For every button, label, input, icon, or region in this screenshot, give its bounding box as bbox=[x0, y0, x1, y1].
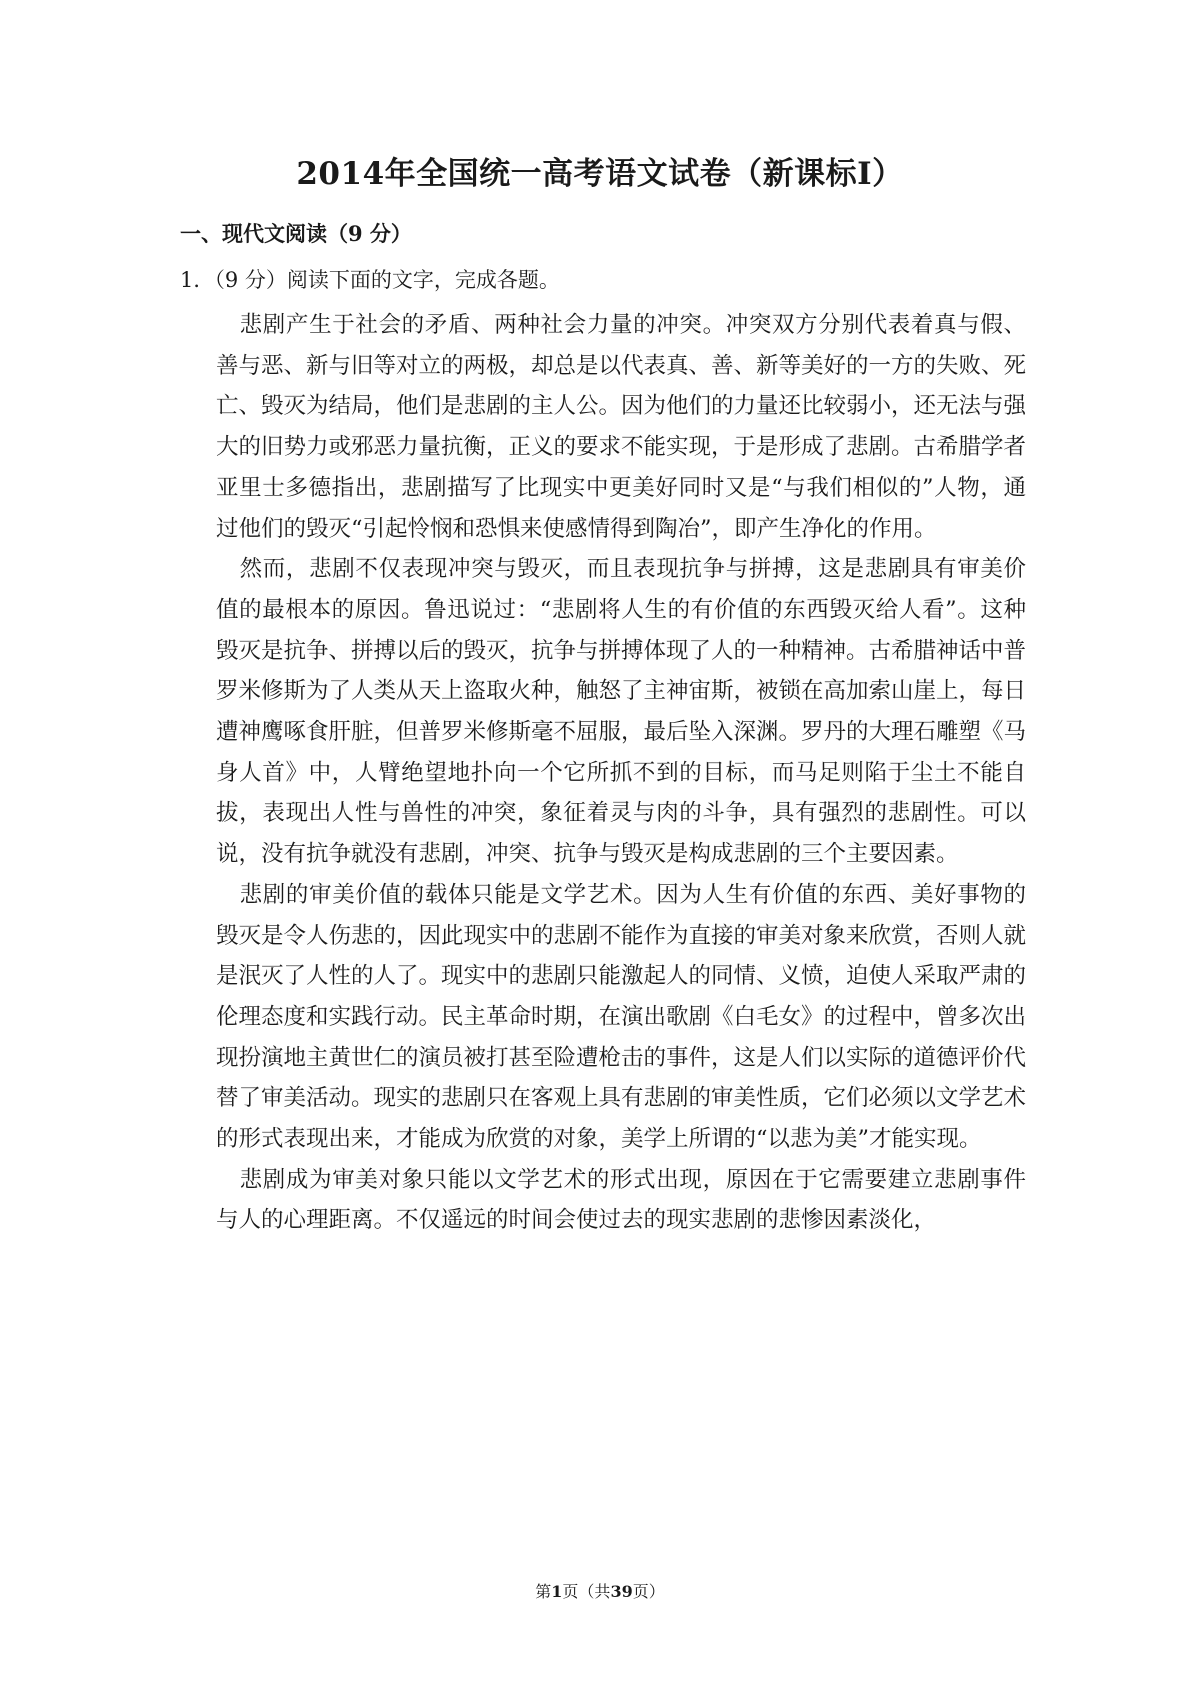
page-footer bbox=[0, 1580, 1200, 1604]
section-heading: 一、现代文阅读（9 分） bbox=[180, 221, 412, 246]
footer-total-pages: 39 bbox=[610, 1582, 633, 1601]
footer-page-number: 1 bbox=[551, 1582, 563, 1601]
reading-passage bbox=[216, 305, 1026, 1241]
footer-middle: 页（共 bbox=[562, 1582, 611, 1601]
footer-prefix: 第 bbox=[535, 1582, 552, 1601]
question-intro: 1．（9 分）阅读下面的文字，完成各题。 bbox=[180, 268, 560, 292]
passage-paragraph-2: 然而，悲剧不仅表现冲突与毁灭，而且表现抗争与拼搏，这是悲剧具有审美价值的最根本的原因。鲁迅说过：“悲剧将人生的有价值的东西毁灭给人看”。这种毁灭是抗争、拼搏以后的毁灭，抗争与拼搏体现了人的一种精神。古希腊神话中普罗米修斯为了人类从天上盗取火种，触怒了主神宙斯，被锁在高加索山崖上，每日遭神鹰啄食肝脏，但普罗米修斯毫不屈服，最后坠入深渊。罗丹的大理石雕塑《马身人首》中，人臂绝望地扑向一个它所抓不到的目标，而马足则陷于尘土不能自拔，表现出人性与兽性的冲突，象征着灵与肉的斗争，具有强烈的悲剧性。可以说，没有抗争就没有悲剧，冲突、抗争与毁灭是构成悲剧的三个主要因素。 bbox=[216, 556, 1027, 868]
footer-suffix: 页） bbox=[632, 1582, 665, 1601]
passage-paragraph-3: 悲剧的审美价值的载体只能是文学艺术。因为人生有价值的东西、美好事物的毁灭是令人伤悲的，因此现实中的悲剧不能作为直接的审美对象来欣赏，否则人就是泯灭了人性的人了。现实中的悲剧只能激起人的同情、义愤，迫使人采取严肃的伦理态度和实践行动。民主革命时期，在演出歌剧《白毛女》的过程中，曾多次出现扮演地主黄世仁的演员被打甚至险遭枪击的事件，这是人们以实际的道德评价代替了审美活动。现实的悲剧只在客观上具有悲剧的审美性质，它们必须以文学艺术的形式表现出来，才能成为欣赏的对象，美学上所谓的“以悲为美”才能实现。 bbox=[216, 881, 1027, 1153]
exam-title: 2014年全国统一高考语文试卷（新课标Ⅰ） bbox=[296, 156, 904, 192]
passage-paragraph-1: 悲剧产生于社会的矛盾、两种社会力量的冲突。冲突双方分别代表着真与假、善与恶、新与旧等对立的两极，却总是以代表真、善、新等美好的一方的失败、死亡、毁灭为结局，他们是悲剧的主人公。因为他们的力量还比较弱小，还无法与强大的旧势力或邪恶力量抗衡，正义的要求不能实现，于是形成了悲剧。古希腊学者亚里士多德指出，悲剧描写了比现实中更美好同时又是“与我们相似的”人物，通过他们的毁灭“引起怜悯和恐惧来使感情得到陶冶”，即产生净化的作用。 bbox=[216, 312, 1027, 542]
passage-paragraph-4: 悲剧成为审美对象只能以文学艺术的形式出现，原因在于它需要建立悲剧事件与人的心理距离。不仅遥远的时间会使过去的现实悲剧的悲惨因素淡化， bbox=[216, 1166, 1026, 1234]
